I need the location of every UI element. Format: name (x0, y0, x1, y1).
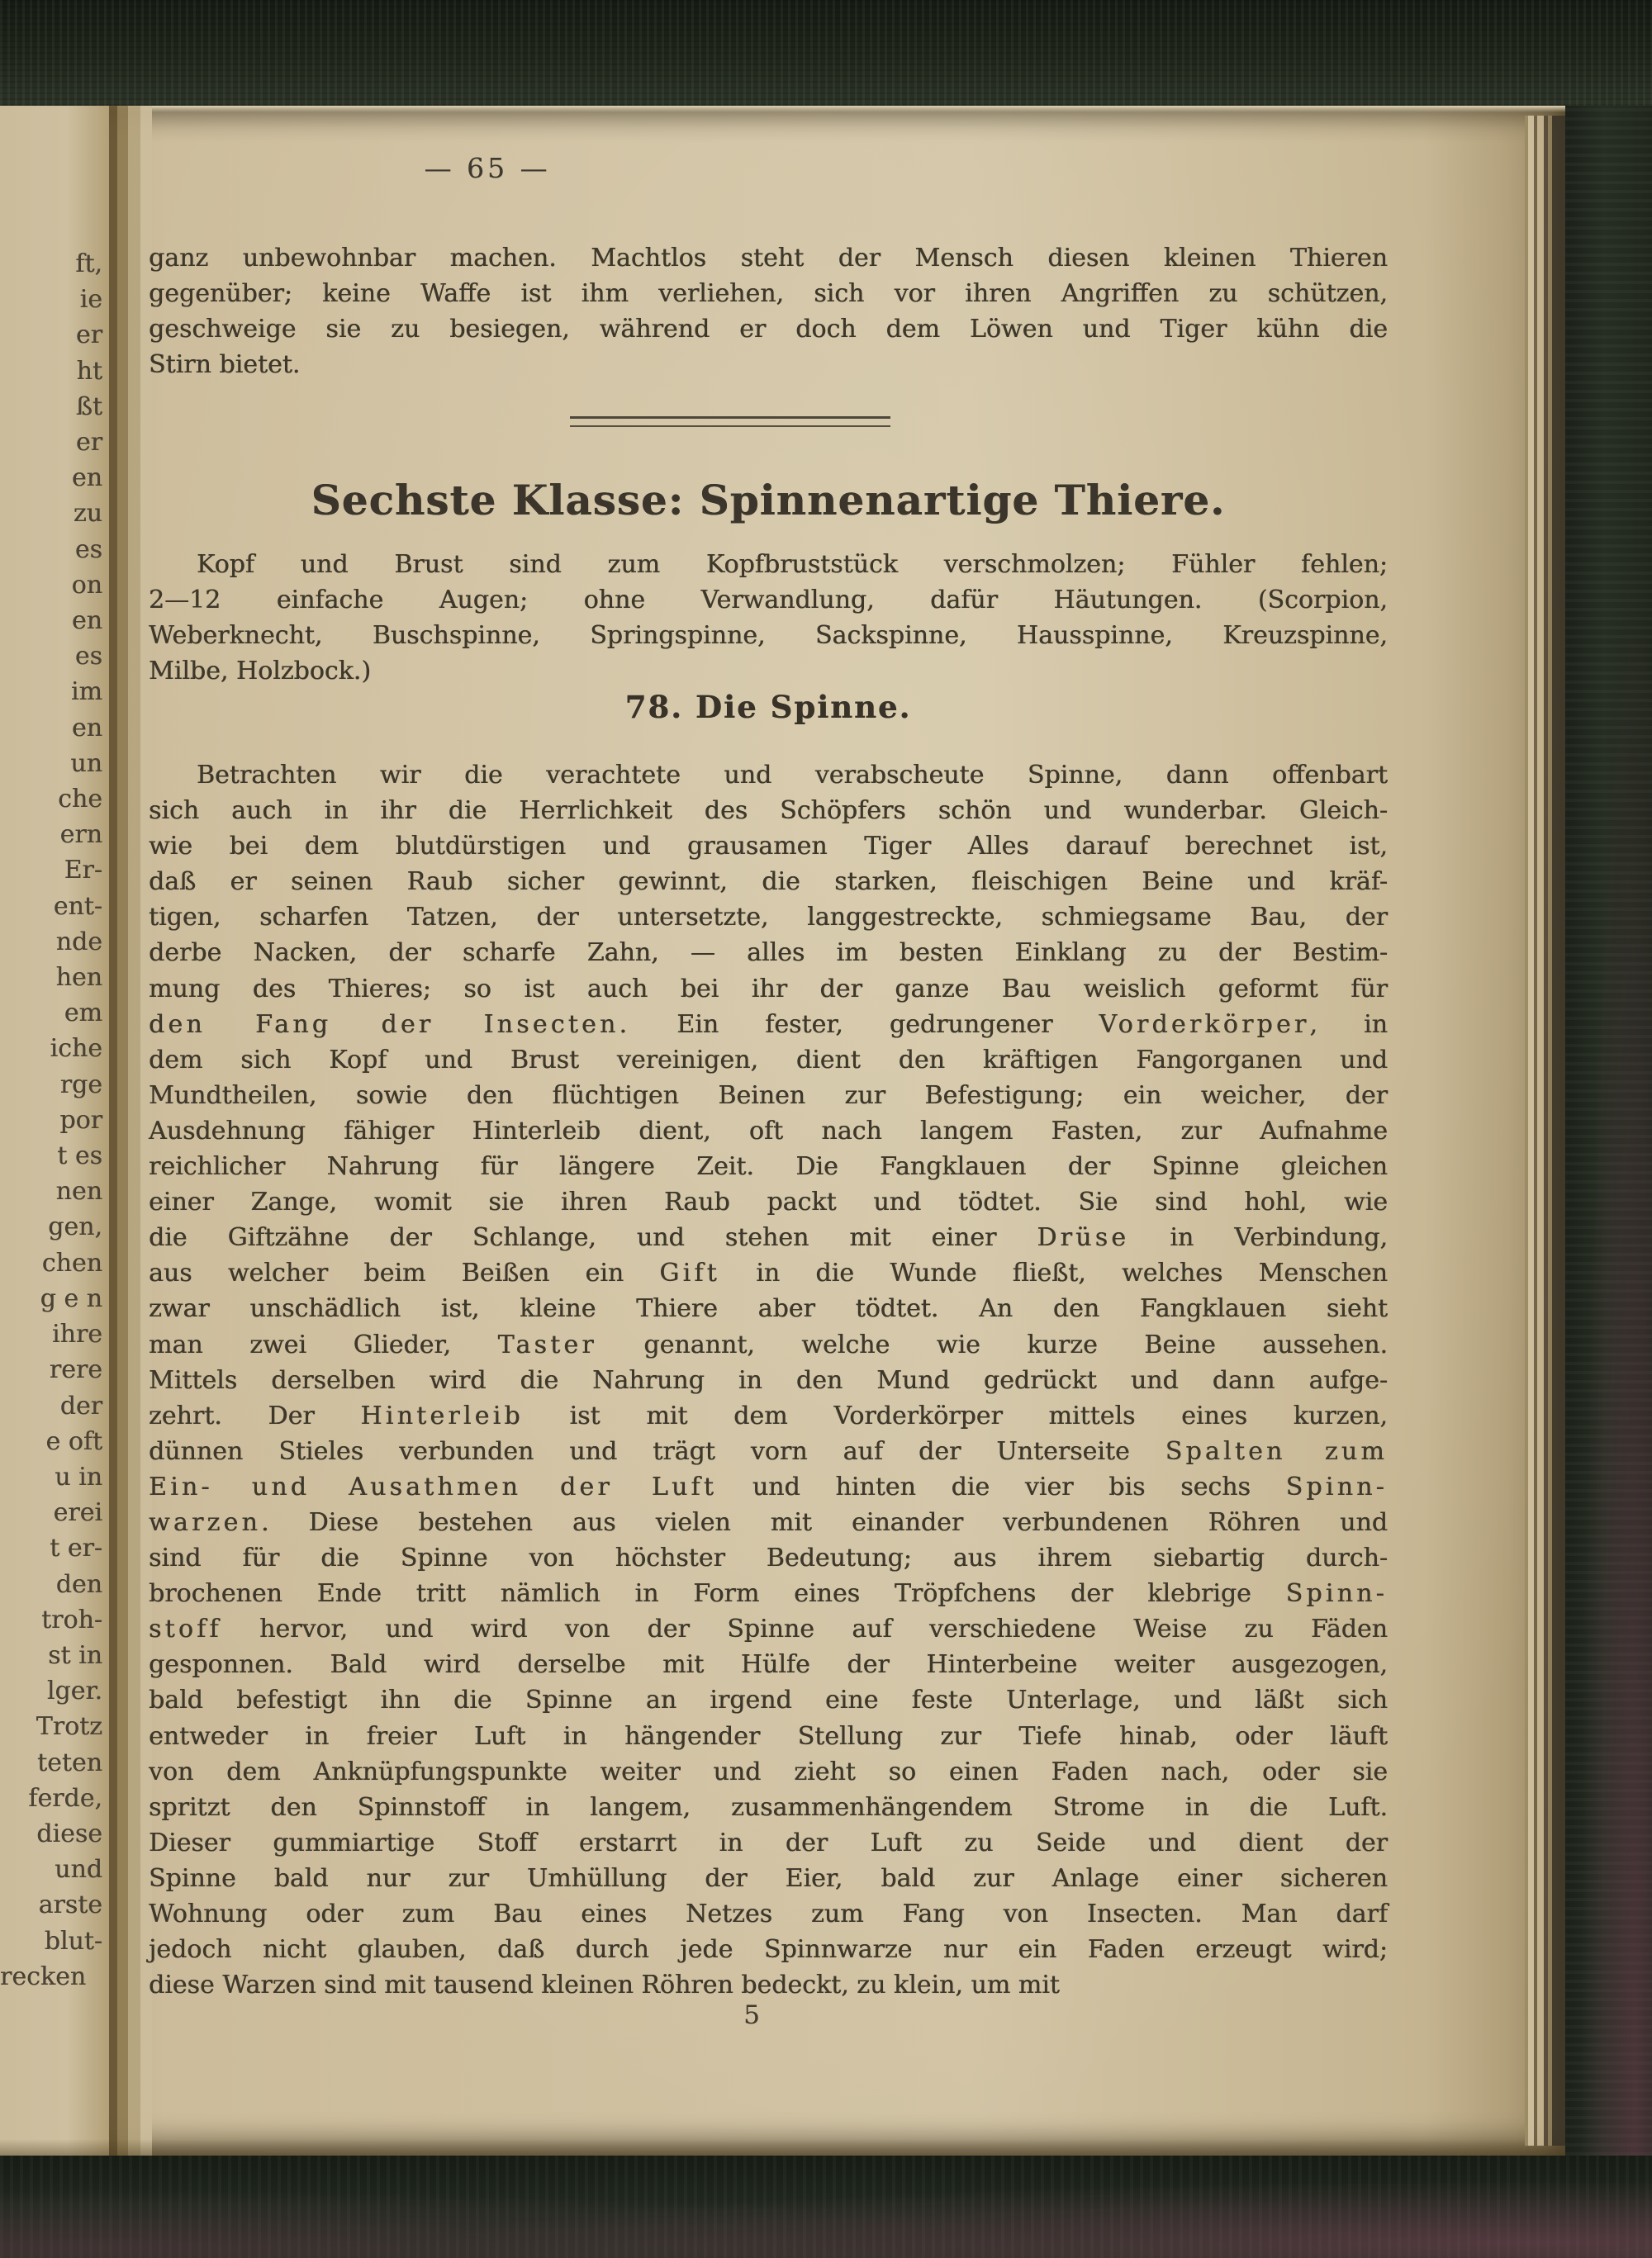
text-line: derbe Nacken, der scharfe Zahn, — alles im besten Einklang zu der Bestim- (149, 938, 1388, 968)
gutter-fold (109, 106, 152, 2156)
text-line: ihre (51, 1320, 102, 1350)
page-stack-edges (1525, 116, 1565, 2146)
text-line: iche (50, 1034, 102, 1064)
text-line: Dieser gummiartige Stoff erstarrt in der Luft zu Seide und dient der (149, 1828, 1388, 1857)
text-line: chen (41, 1248, 102, 1278)
text-line: teten (37, 1748, 102, 1777)
text-line: Trotz (36, 1712, 102, 1742)
text-line: Mittels derselben wird die Nahrung in den Mund gedrückt und dann aufge- (149, 1365, 1388, 1395)
text-line: t es (57, 1141, 102, 1171)
text-line: den Fang der Insecten. Ein fester, gedrungener Vorderkörper, in (149, 1009, 1388, 1039)
text-line: er (75, 428, 102, 458)
page-top-edge (0, 106, 1565, 112)
text-line: sich auch in ihr die Herrlichkeit des Schöpfers schön und wunderbar. Gleich- (149, 796, 1388, 826)
text-line: Ausdehnung fähiger Hinterleib dient, oft nach langem Fasten, zur Aufnahme (149, 1116, 1388, 1146)
text-line: ent- (53, 891, 102, 921)
text-line: arste (38, 1890, 102, 1920)
text-line: u in (55, 1462, 102, 1492)
text-line: daß er seinen Raub sicher gewinnt, die starken, fleischigen Beine und kräf- (149, 867, 1388, 897)
text-line: warzen. Diese bestehen aus vielen mit einander verbundenen Röhren und (149, 1507, 1388, 1537)
text-line: ht (76, 356, 102, 386)
text-line: zu (73, 499, 102, 529)
text-line: die Giftzähne der Schlange, und stehen mit einer Drüse in Verbindung, (149, 1223, 1389, 1253)
page-number-header: — 65 — (424, 152, 551, 184)
text-line: st in (48, 1640, 102, 1670)
text-line: en (71, 606, 102, 636)
text-line: g e n (40, 1283, 102, 1313)
book-cover-bottom (0, 2156, 1652, 2258)
text-line: Weberknecht, Buschspinne, Springspinne, Sackspinne, Hausspinne, Kreuzspinne, (149, 621, 1388, 651)
text-line: Kopf und Brust sind zum Kopfbruststück verschmolzen; Fühler fehlen; (197, 550, 1388, 579)
text-line: rere (49, 1355, 102, 1385)
signature-mark: 5 (743, 2000, 760, 2030)
text-line: troh- (41, 1605, 102, 1634)
text-line: und (55, 1855, 102, 1885)
text-line: mung des Thieres; so ist auch bei ihr der ganze Bau weislich geformt für (149, 974, 1388, 1003)
text-line: gen, (48, 1212, 102, 1242)
book-cover-top (0, 0, 1652, 106)
chapter-subheading: 78. Die Spinne. (624, 689, 912, 725)
text-line: gesponnen. Bald wird derselbe mit Hülfe der Hinterbeine weiter ausgezogen, (149, 1650, 1388, 1680)
text-line: zwar unschädlich ist, kleine Thiere aber tödtet. An den Fangklauen sieht (149, 1294, 1388, 1324)
text-line: ganz unbewohnbar machen. Machtlos steht der Mensch diesen kleinen Thieren (149, 244, 1388, 273)
text-line: ßt (75, 391, 102, 421)
text-line: diese (36, 1819, 102, 1848)
text-line: t er- (50, 1534, 102, 1563)
text-line: aus welcher beim Beißen ein Gift in die Wunde fließt, welches Menschen (149, 1259, 1388, 1288)
text-line: Ein- und Ausathmen der Luft und hinten die vier bis sechs Spinn- (149, 1472, 1388, 1501)
text-line: zehrt. Der Hinterleib ist mit dem Vorderkörper mittels eines kurzen, (149, 1401, 1388, 1430)
text-line: Wohnung oder zum Bau eines Netzes zum Fang von Insecten. Man darf (149, 1900, 1388, 1928)
book-page (0, 106, 1565, 2156)
text-line: spritzt den Spinnstoff in langem, zusammenhängendem Strome in die Luft. (149, 1792, 1388, 1822)
text-line: en (71, 713, 102, 742)
text-line: diese Warzen sind mit tausend kleinen Röhren bedeckt, zu klein, um mit (149, 1971, 1060, 2000)
text-line: den (55, 1569, 102, 1599)
text-line: geschweige sie zu besiegen, während er doch dem Löwen und Tiger kühn die (149, 315, 1388, 344)
text-line: lger. (46, 1677, 102, 1706)
text-line: nde (55, 927, 102, 956)
text-line: Mundtheilen, sowie den flüchtigen Beinen zur Befestigung; ein weicher, der (149, 1080, 1388, 1110)
section-heading: Sechste Klasse: Spinnenartige Thiere. (311, 476, 1226, 524)
text-line: blut- (44, 1926, 102, 1956)
text-line: einer Zange, womit sie ihren Raub packt und tödtet. Sie sind hohl, wie (149, 1188, 1388, 1217)
text-line: bald befestigt ihn die Spinne an irgend eine feste Unterlage, und läßt sich (149, 1686, 1388, 1715)
page-bottom-curl (0, 2139, 1565, 2156)
text-line: nen (55, 1177, 102, 1207)
class-description-paragraph (149, 547, 1388, 689)
text-line: ern (59, 820, 102, 850)
double-rule-divider (570, 416, 890, 427)
book-cover-right (1565, 106, 1652, 2156)
text-line: un (70, 748, 102, 778)
text-line: dünnen Stieles verbunden und trägt vorn auf der Unterseite Spalten zum (149, 1436, 1388, 1466)
text-line: sind für die Spinne von höchster Bedeutung; aus ihrem siebartig durch- (149, 1544, 1388, 1573)
text-line: hen (55, 963, 102, 993)
text-line: e oft (45, 1426, 102, 1456)
text-line: ie (79, 285, 102, 315)
text-line: im (70, 677, 102, 707)
text-line: che (58, 785, 102, 814)
text-line: man zwei Glieder, Taster genannt, welche wie kurze Beine aussehen. (149, 1330, 1388, 1359)
text-line: stoff hervor, und wird von der Spinne auf verschiedene Weise zu Fäden (149, 1615, 1388, 1644)
text-line: recken (0, 1962, 87, 1991)
text-line: Er- (64, 856, 102, 885)
body-paragraph (149, 757, 1388, 2003)
text-line: ft, (75, 249, 102, 278)
text-line: erei (53, 1498, 102, 1528)
text-line: em (64, 999, 102, 1028)
text-line: der (59, 1391, 102, 1421)
text-line: von dem Anknüpfungspunkte weiter und zieht so einen Faden nach, oder sie (149, 1757, 1388, 1786)
text-line: Milbe, Holzbock.) (149, 657, 372, 686)
text-line: Betrachten wir die verachtete und verabscheute Spinne, dann offenbart (197, 761, 1388, 790)
text-line: en (71, 463, 102, 493)
text-line: gegenüber; keine Waffe ist ihm verliehen, sich vor ihren Angriffen zu schützen, (149, 279, 1388, 309)
continuation-paragraph (149, 240, 1388, 382)
text-line: Spinne bald nur zur Umhüllung der Eier, bald zur Anlage einer sicheren (149, 1863, 1388, 1893)
text-line: wie bei dem blutdürstigen und grausamen Tiger Alles darauf berechnet ist, (149, 832, 1388, 861)
text-line: brochenen Ende tritt nämlich in Form eines Tröpfchens der klebrige Spinn- (149, 1579, 1388, 1609)
text-line: entweder in freier Luft in hängender Stellung zur Tiefe hinab, oder läuft (149, 1721, 1388, 1751)
text-line: on (71, 570, 102, 600)
text-line: tigen, scharfen Tatzen, der untersetzte, langgestreckte, schmiegsame Bau, der (149, 903, 1388, 932)
text-line: por (59, 1105, 102, 1135)
text-line: jedoch nicht glauben, daß durch jede Spinnwarze nur ein Faden erzeugt wird; (149, 1935, 1388, 1965)
text-line: es (74, 534, 102, 564)
text-line: er (75, 320, 102, 350)
text-line: rge (59, 1070, 102, 1099)
text-line: Stirn bietet. (149, 350, 301, 380)
text-line: ferde, (28, 1783, 102, 1813)
previous-page-edge (0, 106, 109, 2156)
text-line: reichlicher Nahrung für längere Zeit. Die Fangklauen der Spinne gleichen (149, 1152, 1388, 1182)
text-line: dem sich Kopf und Brust vereinigen, dient den kräftigen Fangorganen und (149, 1045, 1388, 1074)
previous-page-text-fragments (0, 246, 102, 1995)
text-line: 2—12 einfache Augen; ohne Verwandlung, dafür Häutungen. (Scorpion, (149, 586, 1388, 615)
text-line: es (74, 642, 102, 671)
